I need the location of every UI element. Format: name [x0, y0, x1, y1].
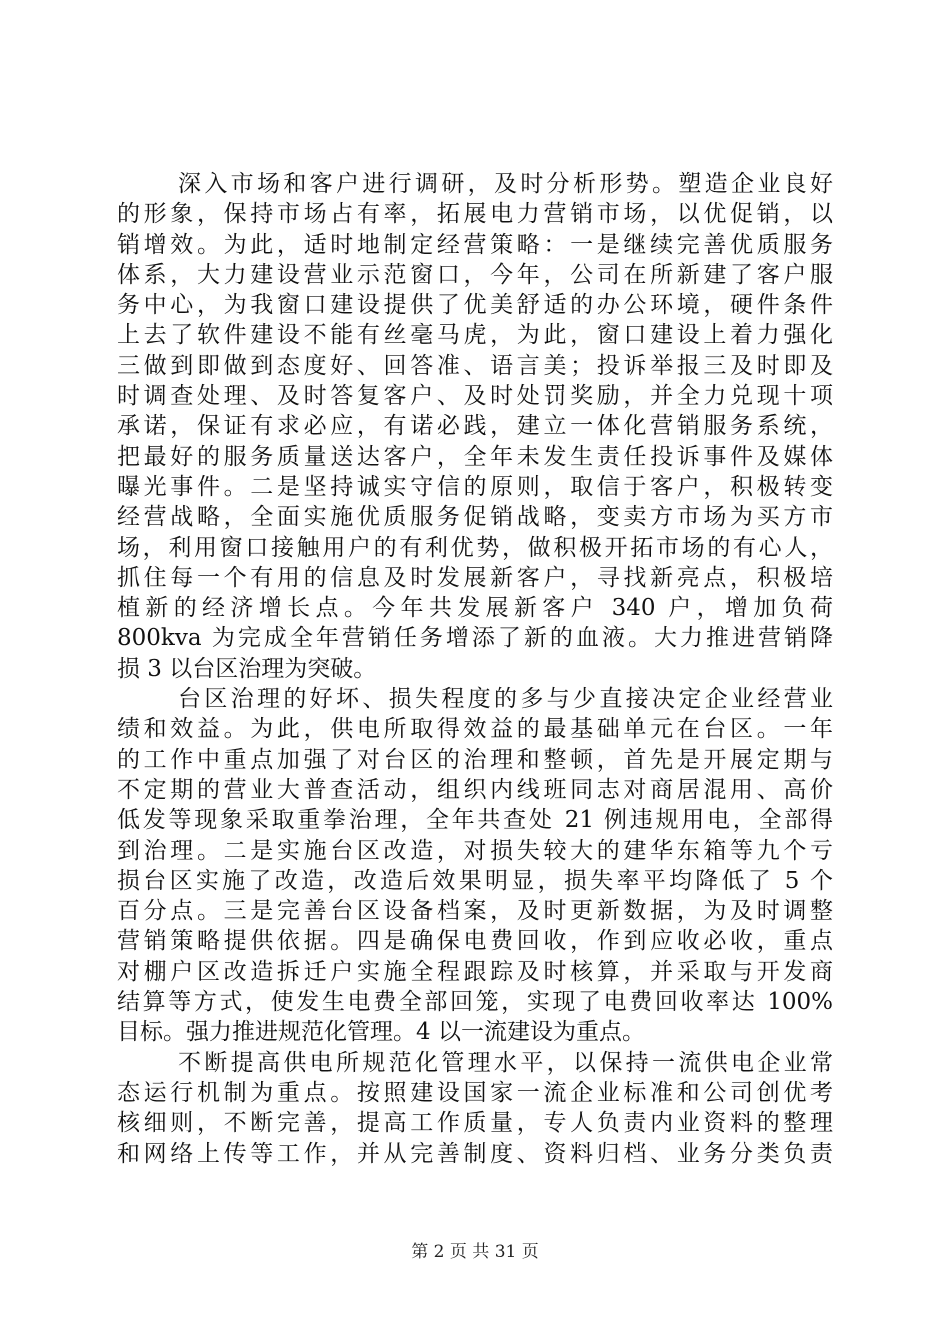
text-line: 态运行机制为重点。按照建设国家一流企业标准和公司创优考: [117, 1079, 833, 1106]
paragraph: [117, 1048, 833, 1169]
text-line: 不断提高供电所规范化管理水平，以保持一流供电企业常: [178, 1049, 833, 1076]
paragraph: [117, 169, 833, 684]
text-line: 时调查处理、及时答复客户、及时处罚奖励，并全力兑现十项: [117, 383, 833, 410]
text-line: 体系，大力建设营业示范窗口，今年，公司在所新建了客户服: [117, 261, 833, 288]
text-line: 低发等现象采取重拳治理，全年共查处 21 例违规用电，全部得: [117, 807, 833, 834]
page-footer: [0, 1241, 950, 1263]
text-line: 到治理。二是实施台区改造，对损失较大的建华东箱等九个亏: [117, 837, 833, 864]
text-line: 的工作中重点加强了对台区的治理和整顿，首先是开展定期与: [117, 746, 833, 773]
text-line: 曝光事件。二是坚持诚实守信的原则，取信于客户，积极转变: [117, 473, 833, 500]
page-number-label: 第 2 页 共 31 页: [411, 1242, 539, 1262]
text-line: 经营战略，全面实施优质服务促销战略，变卖方市场为买方市: [117, 504, 833, 531]
text-line: 800kva 为完成全年营销任务增添了新的血液。大力推进营销降: [117, 625, 833, 652]
document-body: [117, 169, 833, 1169]
text-line: 百分点。三是完善台区设备档案，及时更新数据，为及时调整: [117, 898, 833, 925]
text-line: 把最好的服务质量送达客户，全年未发生责任投诉事件及媒体: [117, 443, 833, 470]
text-line: 的形象，保持市场占有率，拓展电力营销市场，以优促销，以: [117, 201, 833, 228]
text-line: 结算等方式，使发生电费全部回笼，实现了电费回收率达 100%: [117, 989, 833, 1016]
text-line: 承诺，保证有求必应，有诺必践，建立一体化营销服务系统，: [117, 413, 833, 440]
text-line: 台区治理的好坏、损失程度的多与少直接决定企业经营业: [178, 686, 833, 713]
text-line: 目标。强力推进规范化管理。4 以一流建设为重点。: [117, 1019, 645, 1046]
text-line: 损台区实施了改造，改造后效果明显，损失率平均降低了 5 个: [117, 867, 833, 894]
paragraph: [117, 684, 833, 1048]
text-line: 和网络上传等工作，并从完善制度、资料归档、业务分类负责: [117, 1140, 833, 1167]
text-line: 抓住每一个有用的信息及时发展新客户，寻找新亮点，积极培: [117, 564, 833, 591]
text-line: 务中心，为我窗口建设提供了优美舒适的办公环境，硬件条件: [117, 292, 833, 319]
text-line: 绩和效益。为此，供电所取得效益的最基础单元在台区。一年: [117, 716, 833, 743]
text-line: 上去了软件建设不能有丝毫马虎，为此，窗口建设上着力强化: [117, 322, 833, 349]
text-line: 不定期的营业大普查活动，组织内线班同志对商居混用、高价: [117, 776, 833, 803]
text-line: 销增效。为此，适时地制定经营策略：一是继续完善优质服务: [117, 231, 833, 258]
text-line: 对棚户区改造拆迁户实施全程跟踪及时核算，并采取与开发商: [117, 958, 833, 985]
text-line: 植新的经济增长点。今年共发展新客户 340 户，增加负荷: [117, 595, 833, 622]
text-line: 损 3 以台区治理为突破。: [117, 655, 377, 682]
text-line: 核细则，不断完善，提高工作质量，专人负责内业资料的整理: [117, 1110, 833, 1137]
text-line: 深入市场和客户进行调研，及时分析形势。塑造企业良好: [178, 171, 833, 197]
text-line: 三做到即做到态度好、回答准、语言美；投诉举报三及时即及: [117, 352, 833, 379]
text-line: 营销策略提供依据。四是确保电费回收，作到应收必收，重点: [117, 928, 833, 955]
text-line: 场，利用窗口接触用户的有利优势，做积极开拓市场的有心人，: [117, 534, 833, 561]
